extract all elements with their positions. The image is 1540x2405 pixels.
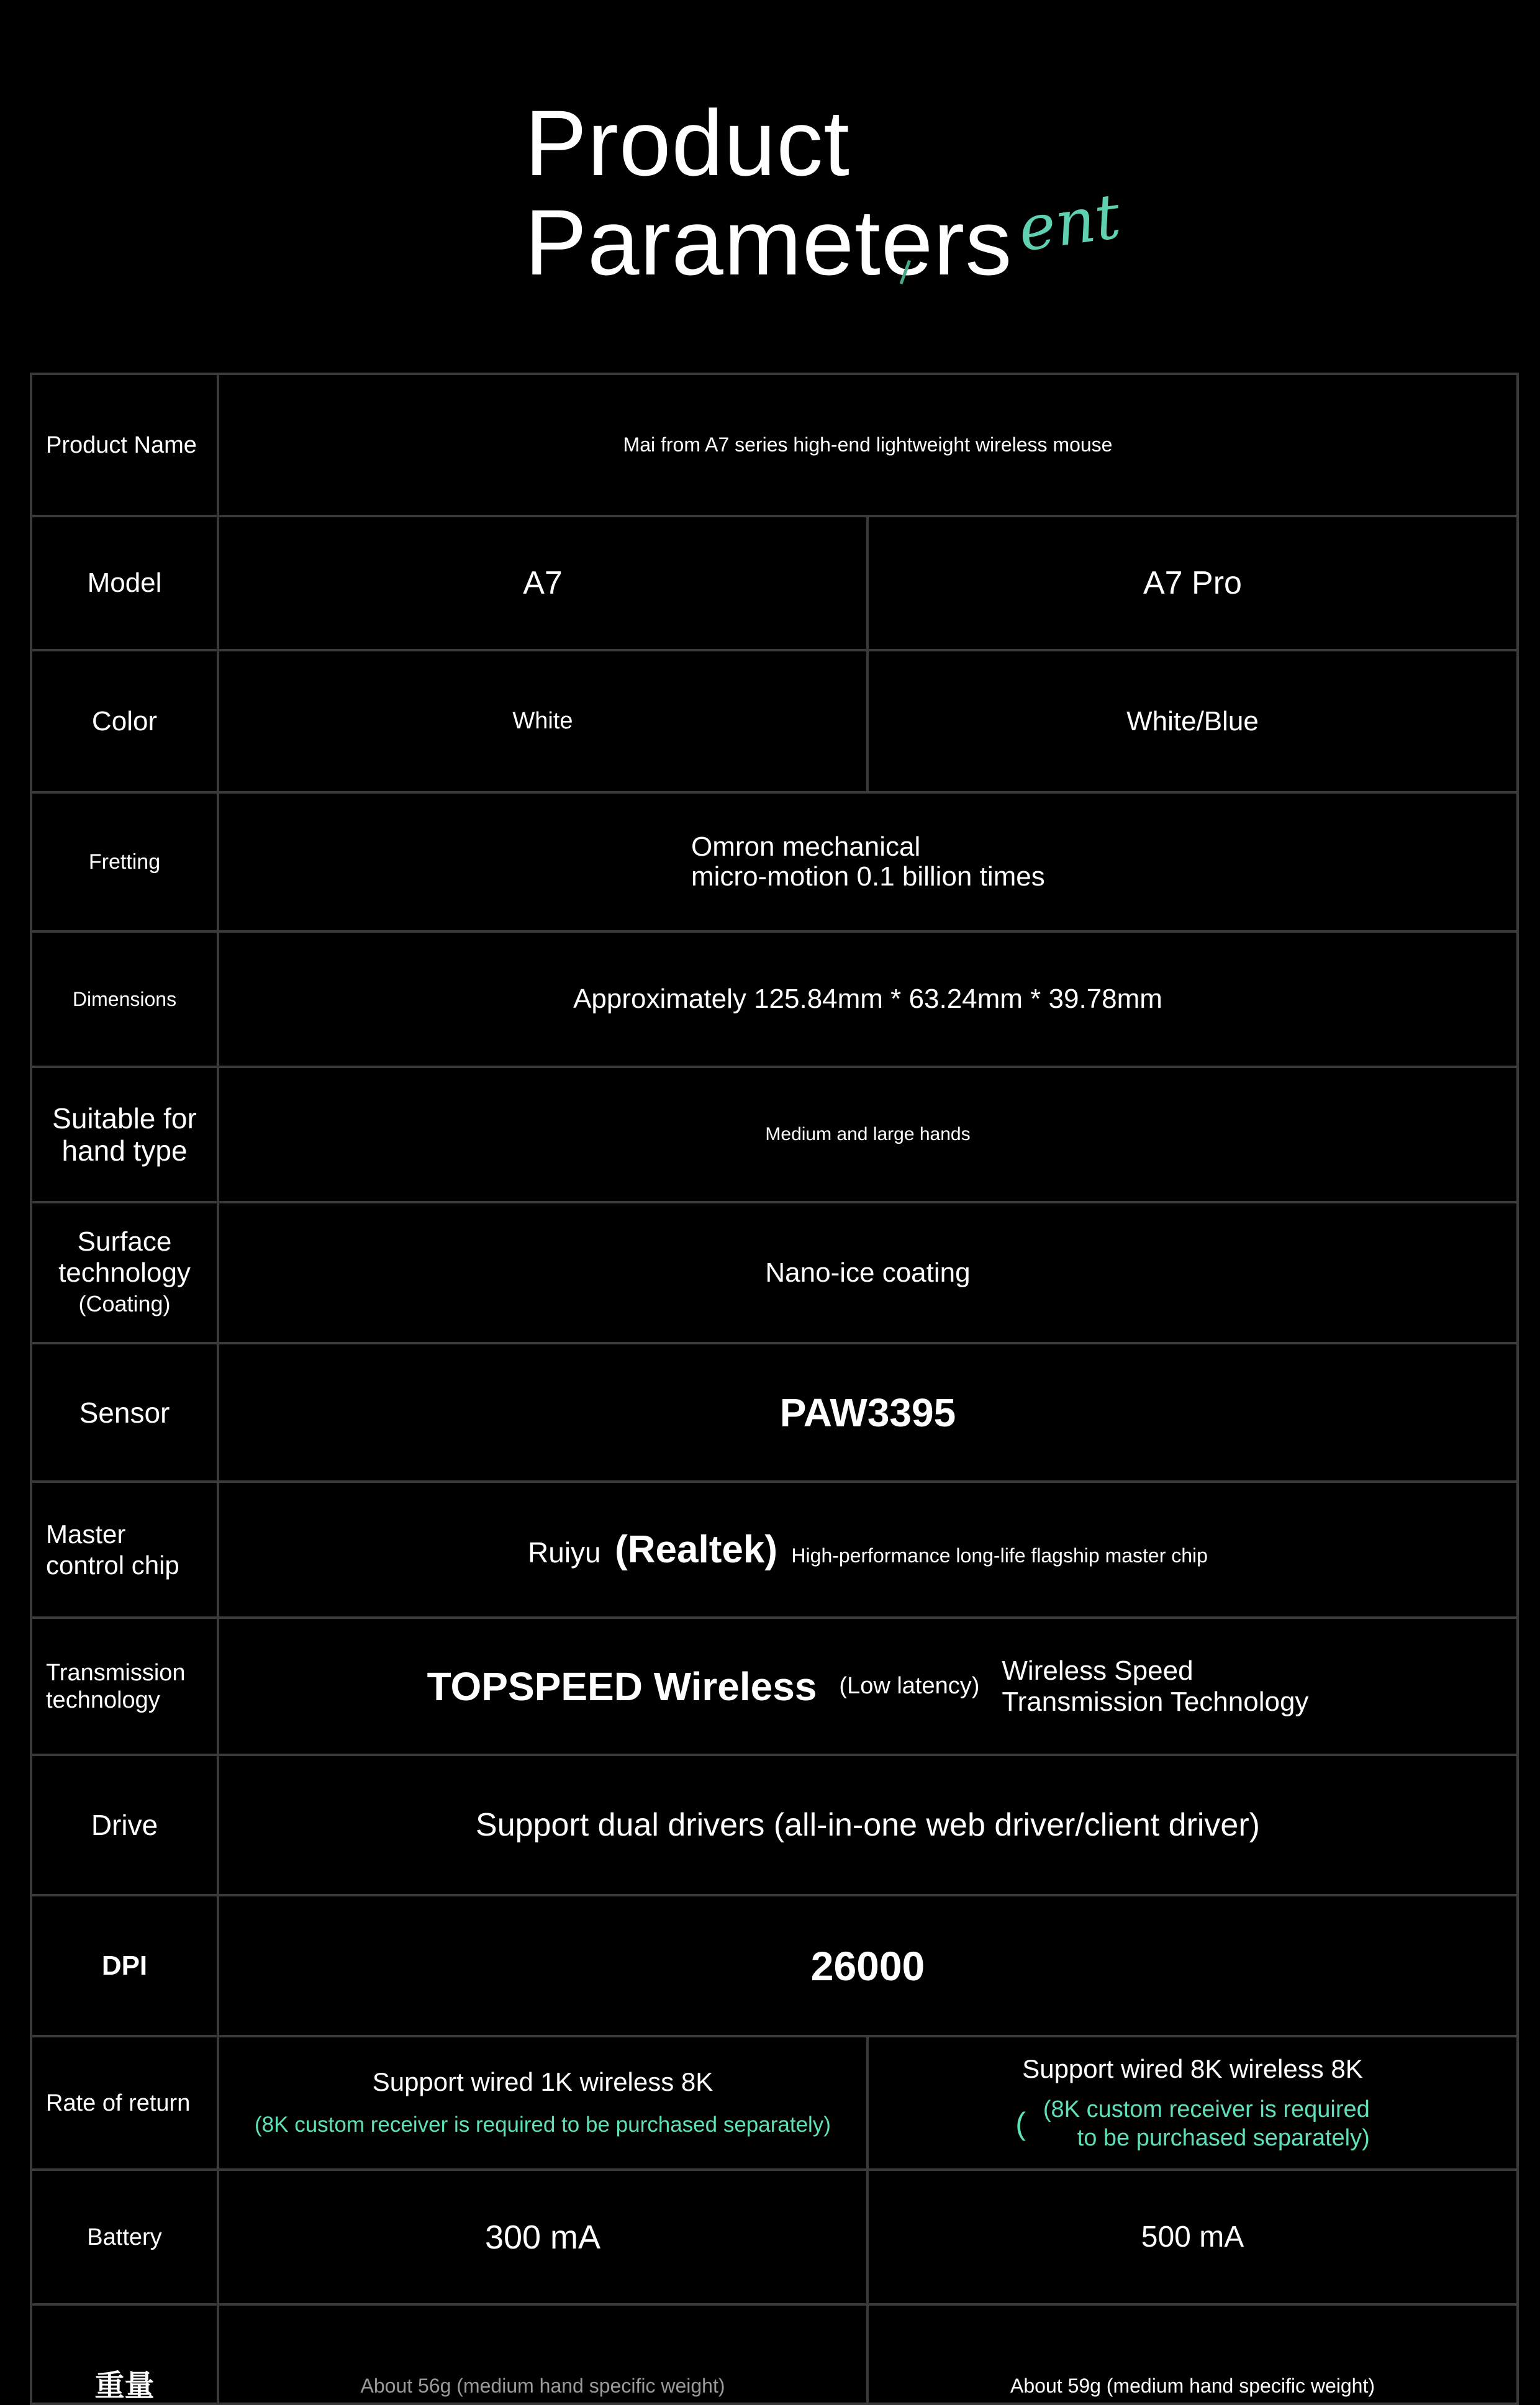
row-color [31, 650, 1518, 792]
value-model-a7: A7 [218, 516, 867, 650]
surface-label-3: (Coating) [78, 1290, 171, 1316]
title-line-1: Product [525, 91, 850, 195]
script-decoration: ent [1013, 179, 1125, 266]
row-drive [31, 1755, 1518, 1895]
transmission-desc-1: Wireless Speed [1002, 1655, 1194, 1686]
label-rate: Rate of return [31, 2036, 218, 2170]
transmission-main: TOPSPEED Wireless [427, 1664, 817, 1709]
surface-label-2: technology [58, 1257, 191, 1288]
chip-label-2: control chip [46, 1550, 179, 1580]
row-sensor [31, 1343, 1518, 1482]
value-drive: Support dual drivers (all-in-one web driver/client driver) [218, 1755, 1518, 1895]
chip-brand-paren: (Realtek) [615, 1528, 777, 1571]
surface-label-1: Surface [77, 1226, 172, 1257]
rate-a7pro-note-2: to be purchased separately) [1077, 2124, 1370, 2151]
chip-label-1: Master [46, 1519, 126, 1549]
row-hand-type [31, 1067, 1518, 1202]
row-rate [31, 2036, 1518, 2170]
value-battery-a7: 300 mA [218, 2170, 867, 2304]
row-battery [31, 2170, 1518, 2304]
row-dpi [31, 1895, 1518, 2036]
transmission-desc [1002, 1655, 1308, 1718]
row-chip [31, 1482, 1518, 1618]
value-chip [218, 1482, 1518, 1618]
value-color-a7: White [218, 650, 867, 792]
transmission-paren: (Low latency) [839, 1673, 980, 1699]
value-product-name: Mai from A7 series high-end lightweight wireless mouse [218, 374, 1518, 516]
row-weight [31, 2304, 1518, 2404]
rate-a7pro-line: Support wired 8K wireless 8K [1022, 2054, 1363, 2083]
transmission-desc-2: Transmission Technology [1002, 1686, 1309, 1717]
value-weight-a7: About 56g (medium hand specific weight) [218, 2304, 867, 2404]
hand-type-label-2: hand type [61, 1135, 188, 1167]
label-battery: Battery [31, 2170, 218, 2304]
value-dpi: 26000 [218, 1895, 1518, 2036]
page-title [525, 93, 1012, 292]
value-battery-a7pro: 500 mA [867, 2170, 1518, 2304]
label-model: Model [31, 516, 218, 650]
title-line-2: Parameters [525, 190, 1013, 294]
rate-a7pro-note [1043, 2095, 1370, 2152]
rate-a7pro-paren: ( [1015, 2106, 1026, 2141]
row-product-name [31, 374, 1518, 516]
rate-a7-line: Support wired 1K wireless 8K [372, 2067, 713, 2096]
label-fretting: Fretting [31, 792, 218, 931]
label-drive: Drive [31, 1755, 218, 1895]
transmission-label-2: technology [46, 1687, 160, 1713]
rate-a7pro-note-1: (8K custom receiver is required [1043, 2096, 1370, 2122]
value-sensor: PAW3395 [218, 1343, 1518, 1482]
value-rate-a7pro [867, 2036, 1518, 2170]
label-surface [31, 1202, 218, 1343]
row-dimensions [31, 931, 1518, 1067]
value-color-a7pro: White/Blue [867, 650, 1518, 792]
value-rate-a7 [218, 2036, 867, 2170]
row-surface [31, 1202, 1518, 1343]
label-transmission [31, 1618, 218, 1755]
label-product-name: Product Name [31, 374, 218, 516]
value-hand-type: Medium and large hands [218, 1067, 1518, 1202]
row-model [31, 516, 1518, 650]
label-weight: 重量 [31, 2304, 218, 2404]
row-fretting [31, 792, 1518, 931]
label-dpi: DPI [31, 1895, 218, 2036]
value-weight-a7pro: About 59g (medium hand specific weight) [867, 2304, 1518, 2404]
chip-brand: Ruiyu [528, 1536, 601, 1569]
row-transmission [31, 1618, 1518, 1755]
label-color: Color [31, 650, 218, 792]
fretting-line-1: Omron mechanical [691, 831, 921, 862]
label-hand-type [31, 1067, 218, 1202]
label-chip [31, 1482, 218, 1618]
parameters-table [30, 373, 1519, 2405]
rate-a7-note: (8K custom receiver is required to be purchased separately) [255, 2112, 831, 2137]
value-dimensions: Approximately 125.84mm * 63.24mm * 39.78mm [218, 931, 1518, 1067]
value-fretting [218, 792, 1518, 931]
hand-type-label-1: Suitable for [52, 1102, 197, 1135]
value-model-a7pro: A7 Pro [867, 516, 1518, 650]
chip-desc: High-performance long-life flagship master chip [791, 1544, 1208, 1567]
label-sensor: Sensor [31, 1343, 218, 1482]
transmission-label-1: Transmission [46, 1659, 186, 1686]
value-transmission [218, 1618, 1518, 1755]
fretting-line-2: micro-motion 0.1 billion times [691, 861, 1045, 892]
label-dimensions: Dimensions [31, 931, 218, 1067]
value-surface: Nano-ice coating [218, 1202, 1518, 1343]
